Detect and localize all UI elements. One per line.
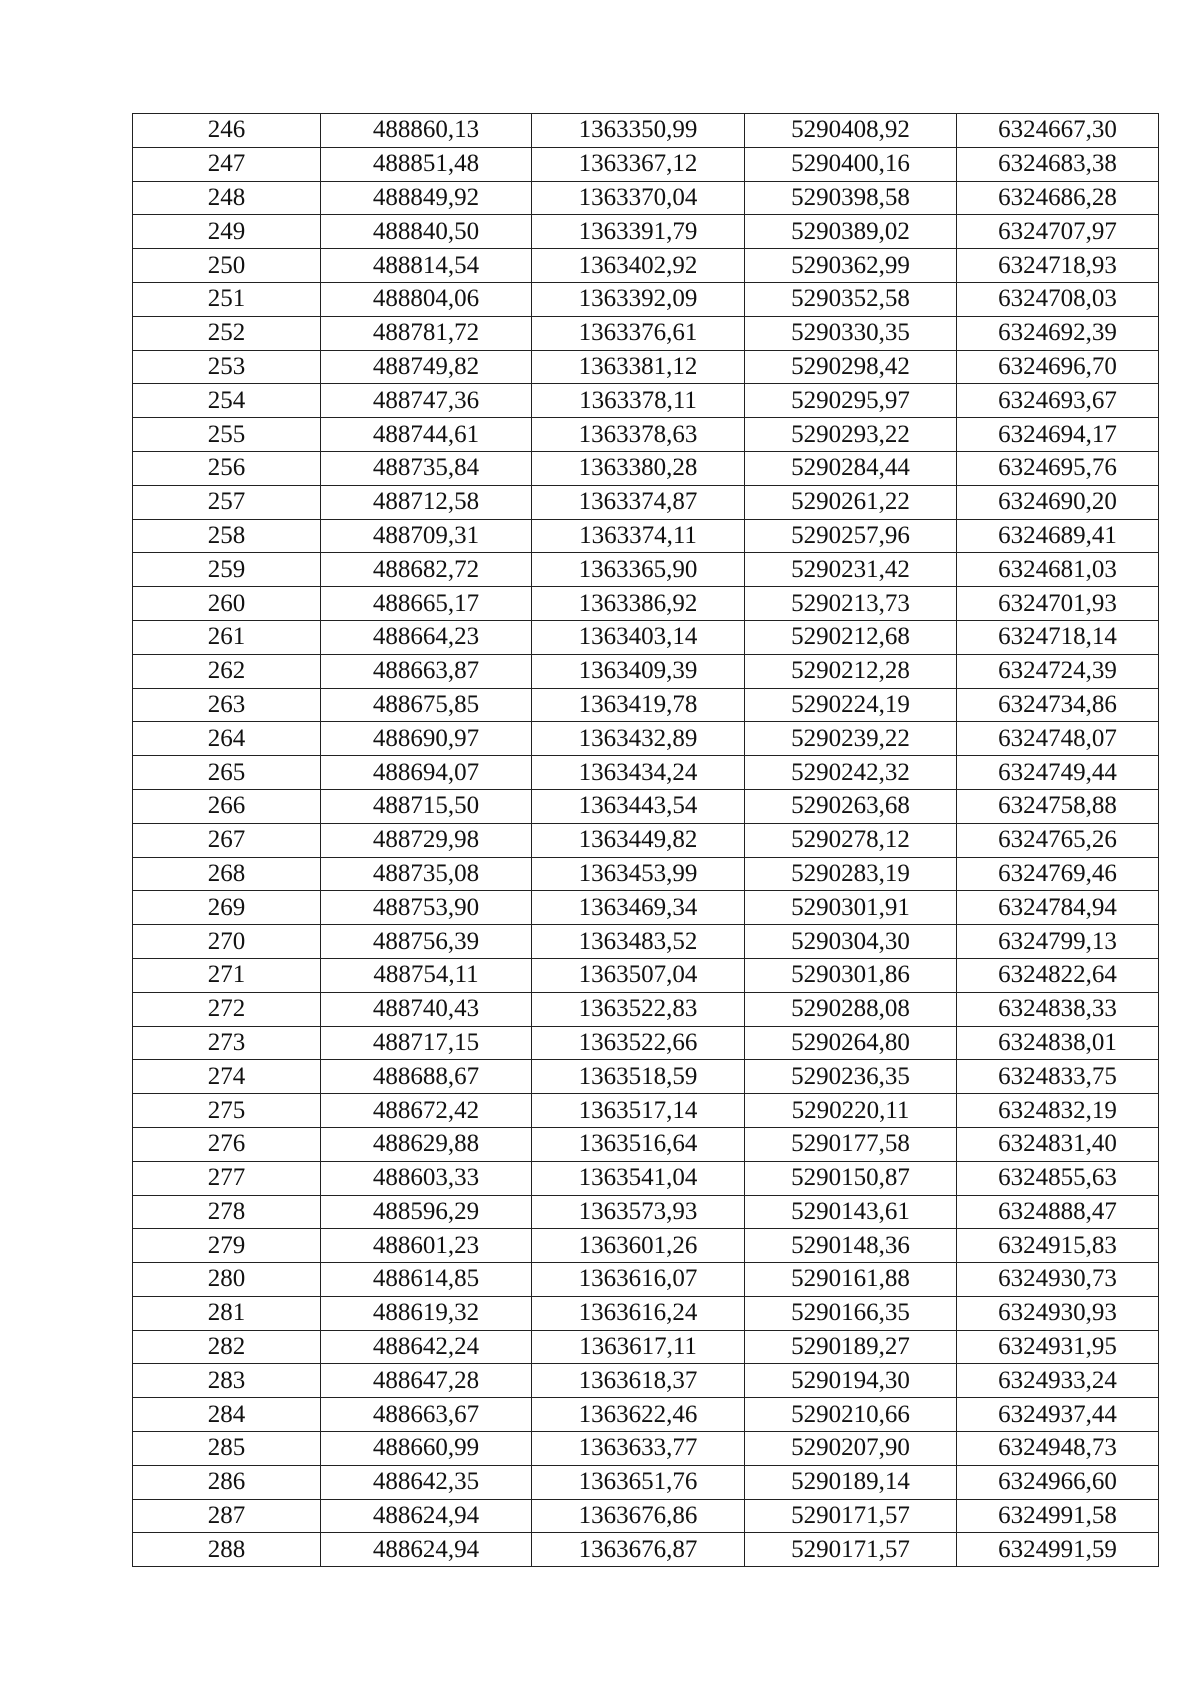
coord-x-cell: 488675,85 (321, 688, 532, 722)
table-row (133, 1465, 1159, 1499)
coord-x2-cell: 5290389,02 (745, 215, 957, 249)
coord-x-cell: 488682,72 (321, 553, 532, 587)
coord-x2-cell: 5290288,08 (745, 992, 957, 1026)
coord-x2-cell: 5290239,22 (745, 722, 957, 756)
table-row (133, 1398, 1159, 1432)
coord-y2-cell: 6324832,19 (957, 1094, 1159, 1128)
table-row (133, 485, 1159, 519)
table-row (133, 1533, 1159, 1567)
coord-y2-cell: 6324930,93 (957, 1296, 1159, 1330)
coord-y2-cell: 6324799,13 (957, 925, 1159, 959)
coord-y2-cell: 6324769,46 (957, 857, 1159, 891)
coord-x2-cell: 5290171,57 (745, 1533, 957, 1567)
point-number-cell: 272 (133, 992, 321, 1026)
point-number-cell: 276 (133, 1127, 321, 1161)
coord-y-cell: 1363434,24 (532, 756, 745, 790)
coord-y-cell: 1363676,86 (532, 1499, 745, 1533)
coord-y-cell: 1363622,46 (532, 1398, 745, 1432)
table-row (133, 451, 1159, 485)
coord-y2-cell: 6324931,95 (957, 1330, 1159, 1364)
coord-x-cell: 488672,42 (321, 1094, 532, 1128)
point-number-cell: 270 (133, 925, 321, 959)
point-number-cell: 250 (133, 249, 321, 283)
point-number-cell: 288 (133, 1533, 321, 1567)
coord-y2-cell: 6324683,38 (957, 147, 1159, 181)
coord-y2-cell: 6324833,75 (957, 1060, 1159, 1094)
coord-y2-cell: 6324888,47 (957, 1195, 1159, 1229)
table-row (133, 992, 1159, 1026)
coord-y-cell: 1363367,12 (532, 147, 745, 181)
table-row (133, 114, 1159, 148)
coord-x-cell: 488735,08 (321, 857, 532, 891)
coord-x2-cell: 5290212,68 (745, 620, 957, 654)
coord-y-cell: 1363541,04 (532, 1161, 745, 1195)
table-row (133, 1330, 1159, 1364)
point-number-cell: 252 (133, 316, 321, 350)
point-number-cell: 254 (133, 384, 321, 418)
coord-y2-cell: 6324930,73 (957, 1263, 1159, 1297)
coord-y-cell: 1363374,87 (532, 485, 745, 519)
table-row (133, 181, 1159, 215)
coord-x2-cell: 5290301,91 (745, 891, 957, 925)
coord-y2-cell: 6324696,70 (957, 350, 1159, 384)
coord-x2-cell: 5290166,35 (745, 1296, 957, 1330)
point-number-cell: 273 (133, 1026, 321, 1060)
coord-y2-cell: 6324838,01 (957, 1026, 1159, 1060)
point-number-cell: 248 (133, 181, 321, 215)
table-row (133, 1094, 1159, 1128)
coord-y-cell: 1363403,14 (532, 620, 745, 654)
table-row (133, 147, 1159, 181)
coord-x-cell: 488753,90 (321, 891, 532, 925)
coord-x2-cell: 5290293,22 (745, 418, 957, 452)
coord-x2-cell: 5290283,19 (745, 857, 957, 891)
coord-x2-cell: 5290263,68 (745, 789, 957, 823)
point-number-cell: 262 (133, 654, 321, 688)
coord-y-cell: 1363374,11 (532, 519, 745, 553)
coord-y2-cell: 6324838,33 (957, 992, 1159, 1026)
coord-y2-cell: 6324758,88 (957, 789, 1159, 823)
point-number-cell: 286 (133, 1465, 321, 1499)
point-number-cell: 267 (133, 823, 321, 857)
coord-x2-cell: 5290143,61 (745, 1195, 957, 1229)
coord-y2-cell: 6324718,93 (957, 249, 1159, 283)
coord-x2-cell: 5290177,58 (745, 1127, 957, 1161)
coord-y2-cell: 6324689,41 (957, 519, 1159, 553)
coord-y2-cell: 6324822,64 (957, 958, 1159, 992)
coord-x2-cell: 5290264,80 (745, 1026, 957, 1060)
coord-x2-cell: 5290212,28 (745, 654, 957, 688)
coord-y-cell: 1363633,77 (532, 1432, 745, 1466)
point-number-cell: 265 (133, 756, 321, 790)
coord-x2-cell: 5290301,86 (745, 958, 957, 992)
point-number-cell: 279 (133, 1229, 321, 1263)
table-row (133, 1161, 1159, 1195)
coord-y2-cell: 6324724,39 (957, 654, 1159, 688)
point-number-cell: 274 (133, 1060, 321, 1094)
coord-x-cell: 488740,43 (321, 992, 532, 1026)
coord-y-cell: 1363449,82 (532, 823, 745, 857)
table-row (133, 350, 1159, 384)
table-row (133, 1263, 1159, 1297)
coord-y-cell: 1363651,76 (532, 1465, 745, 1499)
coord-x-cell: 488596,29 (321, 1195, 532, 1229)
table-row (133, 384, 1159, 418)
point-number-cell: 261 (133, 620, 321, 654)
table-row (133, 1195, 1159, 1229)
coord-y-cell: 1363376,61 (532, 316, 745, 350)
coord-y2-cell: 6324991,58 (957, 1499, 1159, 1533)
point-number-cell: 277 (133, 1161, 321, 1195)
table-row (133, 316, 1159, 350)
table-row (133, 620, 1159, 654)
coord-y-cell: 1363419,78 (532, 688, 745, 722)
coord-x-cell: 488860,13 (321, 114, 532, 148)
coord-y2-cell: 6324991,59 (957, 1533, 1159, 1567)
coord-y-cell: 1363350,99 (532, 114, 745, 148)
coord-x-cell: 488603,33 (321, 1161, 532, 1195)
point-number-cell: 263 (133, 688, 321, 722)
coord-x-cell: 488744,61 (321, 418, 532, 452)
coord-y2-cell: 6324933,24 (957, 1364, 1159, 1398)
point-number-cell: 278 (133, 1195, 321, 1229)
coord-y2-cell: 6324686,28 (957, 181, 1159, 215)
coord-x-cell: 488624,94 (321, 1533, 532, 1567)
coord-y-cell: 1363676,87 (532, 1533, 745, 1567)
table-row (133, 1060, 1159, 1094)
coord-x2-cell: 5290330,35 (745, 316, 957, 350)
coord-x2-cell: 5290278,12 (745, 823, 957, 857)
coord-y2-cell: 6324695,76 (957, 451, 1159, 485)
point-number-cell: 283 (133, 1364, 321, 1398)
point-number-cell: 256 (133, 451, 321, 485)
coord-x2-cell: 5290210,66 (745, 1398, 957, 1432)
coord-x2-cell: 5290207,90 (745, 1432, 957, 1466)
coord-x2-cell: 5290161,88 (745, 1263, 957, 1297)
point-number-cell: 249 (133, 215, 321, 249)
coord-x-cell: 488717,15 (321, 1026, 532, 1060)
coord-y-cell: 1363522,66 (532, 1026, 745, 1060)
table-row (133, 1432, 1159, 1466)
point-number-cell: 271 (133, 958, 321, 992)
coord-y2-cell: 6324784,94 (957, 891, 1159, 925)
coord-y2-cell: 6324690,20 (957, 485, 1159, 519)
table-row (133, 282, 1159, 316)
coord-y-cell: 1363386,92 (532, 587, 745, 621)
table-row (133, 1364, 1159, 1398)
coord-x-cell: 488624,94 (321, 1499, 532, 1533)
coord-y-cell: 1363365,90 (532, 553, 745, 587)
table-row (133, 857, 1159, 891)
coordinates-table (132, 113, 1159, 1567)
coord-x-cell: 488804,06 (321, 282, 532, 316)
coord-y-cell: 1363380,28 (532, 451, 745, 485)
coord-y2-cell: 6324749,44 (957, 756, 1159, 790)
coord-y-cell: 1363402,92 (532, 249, 745, 283)
coord-x-cell: 488781,72 (321, 316, 532, 350)
point-number-cell: 280 (133, 1263, 321, 1297)
coord-y-cell: 1363378,63 (532, 418, 745, 452)
coord-x-cell: 488642,24 (321, 1330, 532, 1364)
point-number-cell: 284 (133, 1398, 321, 1432)
table-row (133, 688, 1159, 722)
coord-y2-cell: 6324681,03 (957, 553, 1159, 587)
coord-y-cell: 1363573,93 (532, 1195, 745, 1229)
table-row (133, 1127, 1159, 1161)
coord-x-cell: 488663,87 (321, 654, 532, 688)
coord-y2-cell: 6324855,63 (957, 1161, 1159, 1195)
table-row (133, 587, 1159, 621)
coord-y2-cell: 6324765,26 (957, 823, 1159, 857)
coord-y-cell: 1363453,99 (532, 857, 745, 891)
coord-x-cell: 488647,28 (321, 1364, 532, 1398)
table-row (133, 519, 1159, 553)
coord-x2-cell: 5290298,42 (745, 350, 957, 384)
coord-x2-cell: 5290284,44 (745, 451, 957, 485)
coord-x-cell: 488664,23 (321, 620, 532, 654)
coord-y2-cell: 6324915,83 (957, 1229, 1159, 1263)
point-number-cell: 257 (133, 485, 321, 519)
point-number-cell: 247 (133, 147, 321, 181)
coord-x2-cell: 5290362,99 (745, 249, 957, 283)
coord-x2-cell: 5290304,30 (745, 925, 957, 959)
coord-x2-cell: 5290400,16 (745, 147, 957, 181)
coord-x-cell: 488735,84 (321, 451, 532, 485)
table-row (133, 418, 1159, 452)
coord-x2-cell: 5290261,22 (745, 485, 957, 519)
coord-x-cell: 488690,97 (321, 722, 532, 756)
coord-y-cell: 1363618,37 (532, 1364, 745, 1398)
coord-x-cell: 488754,11 (321, 958, 532, 992)
point-number-cell: 287 (133, 1499, 321, 1533)
table-row (133, 1499, 1159, 1533)
coord-y2-cell: 6324701,93 (957, 587, 1159, 621)
table-row (133, 925, 1159, 959)
coord-x-cell: 488814,54 (321, 249, 532, 283)
coord-y-cell: 1363443,54 (532, 789, 745, 823)
coord-x2-cell: 5290224,19 (745, 688, 957, 722)
coord-x2-cell: 5290408,92 (745, 114, 957, 148)
coord-x-cell: 488619,32 (321, 1296, 532, 1330)
coord-x-cell: 488729,98 (321, 823, 532, 857)
coord-x2-cell: 5290171,57 (745, 1499, 957, 1533)
coord-y2-cell: 6324667,30 (957, 114, 1159, 148)
coord-x-cell: 488642,35 (321, 1465, 532, 1499)
coord-y-cell: 1363483,52 (532, 925, 745, 959)
coord-y-cell: 1363391,79 (532, 215, 745, 249)
table-row (133, 823, 1159, 857)
coord-x-cell: 488749,82 (321, 350, 532, 384)
coord-y2-cell: 6324937,44 (957, 1398, 1159, 1432)
coord-x-cell: 488709,31 (321, 519, 532, 553)
table-row (133, 553, 1159, 587)
coord-y-cell: 1363507,04 (532, 958, 745, 992)
table-row (133, 756, 1159, 790)
coord-y2-cell: 6324734,86 (957, 688, 1159, 722)
coord-x-cell: 488660,99 (321, 1432, 532, 1466)
coord-y2-cell: 6324707,97 (957, 215, 1159, 249)
coord-y-cell: 1363370,04 (532, 181, 745, 215)
coord-y-cell: 1363522,83 (532, 992, 745, 1026)
coord-x2-cell: 5290150,87 (745, 1161, 957, 1195)
table-row (133, 1229, 1159, 1263)
coord-x2-cell: 5290236,35 (745, 1060, 957, 1094)
coord-x-cell: 488840,50 (321, 215, 532, 249)
point-number-cell: 259 (133, 553, 321, 587)
coord-x-cell: 488663,67 (321, 1398, 532, 1432)
coord-y2-cell: 6324694,17 (957, 418, 1159, 452)
point-number-cell: 251 (133, 282, 321, 316)
coord-x2-cell: 5290148,36 (745, 1229, 957, 1263)
coord-x-cell: 488665,17 (321, 587, 532, 621)
coord-x-cell: 488688,67 (321, 1060, 532, 1094)
coord-x2-cell: 5290189,14 (745, 1465, 957, 1499)
coord-y-cell: 1363409,39 (532, 654, 745, 688)
point-number-cell: 255 (133, 418, 321, 452)
coord-x-cell: 488712,58 (321, 485, 532, 519)
point-number-cell: 268 (133, 857, 321, 891)
table-row (133, 249, 1159, 283)
coord-y-cell: 1363616,24 (532, 1296, 745, 1330)
coord-y2-cell: 6324693,67 (957, 384, 1159, 418)
coord-y2-cell: 6324948,73 (957, 1432, 1159, 1466)
coord-y2-cell: 6324718,14 (957, 620, 1159, 654)
table-row (133, 789, 1159, 823)
coord-y-cell: 1363517,14 (532, 1094, 745, 1128)
coord-y-cell: 1363616,07 (532, 1263, 745, 1297)
coord-x-cell: 488715,50 (321, 789, 532, 823)
coord-x2-cell: 5290194,30 (745, 1364, 957, 1398)
coord-y2-cell: 6324708,03 (957, 282, 1159, 316)
coord-y2-cell: 6324831,40 (957, 1127, 1159, 1161)
table-row (133, 891, 1159, 925)
coord-x2-cell: 5290398,58 (745, 181, 957, 215)
coord-x2-cell: 5290257,96 (745, 519, 957, 553)
table-row (133, 1026, 1159, 1060)
coord-x-cell: 488849,92 (321, 181, 532, 215)
coord-y2-cell: 6324692,39 (957, 316, 1159, 350)
coord-y-cell: 1363392,09 (532, 282, 745, 316)
coord-x2-cell: 5290189,27 (745, 1330, 957, 1364)
coord-y-cell: 1363469,34 (532, 891, 745, 925)
coord-y2-cell: 6324966,60 (957, 1465, 1159, 1499)
coord-x2-cell: 5290231,42 (745, 553, 957, 587)
coord-y-cell: 1363516,64 (532, 1127, 745, 1161)
coord-y-cell: 1363432,89 (532, 722, 745, 756)
coord-x2-cell: 5290295,97 (745, 384, 957, 418)
coord-x2-cell: 5290213,73 (745, 587, 957, 621)
point-number-cell: 281 (133, 1296, 321, 1330)
coord-y-cell: 1363518,59 (532, 1060, 745, 1094)
coord-y-cell: 1363617,11 (532, 1330, 745, 1364)
coord-y-cell: 1363601,26 (532, 1229, 745, 1263)
table-row (133, 958, 1159, 992)
coord-x-cell: 488614,85 (321, 1263, 532, 1297)
coord-x-cell: 488756,39 (321, 925, 532, 959)
coordinates-table-body (133, 114, 1159, 1567)
table-row (133, 215, 1159, 249)
coord-x-cell: 488629,88 (321, 1127, 532, 1161)
coord-x2-cell: 5290220,11 (745, 1094, 957, 1128)
table-row (133, 1296, 1159, 1330)
coord-y2-cell: 6324748,07 (957, 722, 1159, 756)
coord-y-cell: 1363381,12 (532, 350, 745, 384)
table-row (133, 722, 1159, 756)
point-number-cell: 269 (133, 891, 321, 925)
coord-x-cell: 488851,48 (321, 147, 532, 181)
coord-x2-cell: 5290352,58 (745, 282, 957, 316)
point-number-cell: 260 (133, 587, 321, 621)
point-number-cell: 266 (133, 789, 321, 823)
table-row (133, 654, 1159, 688)
point-number-cell: 275 (133, 1094, 321, 1128)
point-number-cell: 246 (133, 114, 321, 148)
point-number-cell: 282 (133, 1330, 321, 1364)
coord-y-cell: 1363378,11 (532, 384, 745, 418)
coord-x2-cell: 5290242,32 (745, 756, 957, 790)
point-number-cell: 253 (133, 350, 321, 384)
point-number-cell: 264 (133, 722, 321, 756)
coord-x-cell: 488694,07 (321, 756, 532, 790)
point-number-cell: 258 (133, 519, 321, 553)
coord-x-cell: 488601,23 (321, 1229, 532, 1263)
point-number-cell: 285 (133, 1432, 321, 1466)
coord-x-cell: 488747,36 (321, 384, 532, 418)
